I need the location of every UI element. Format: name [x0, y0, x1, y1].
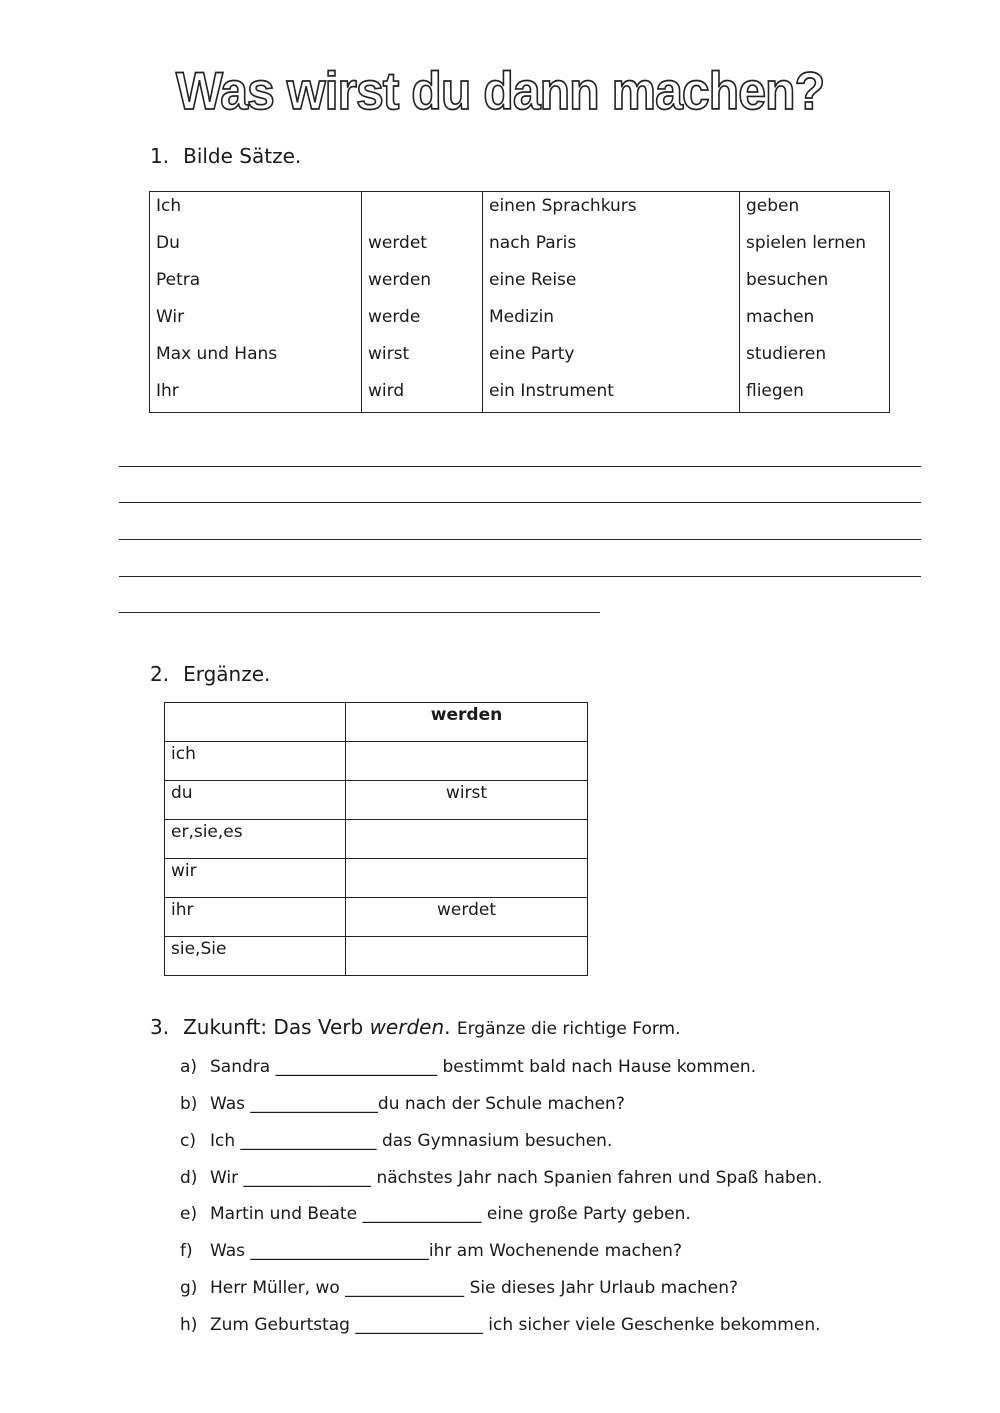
section-2-number: 2. [150, 662, 170, 686]
section-3-title-verb: werden [369, 1015, 445, 1039]
exercise-item[interactable] [180, 1315, 821, 1335]
table-cell: Ihr [156, 381, 179, 401]
sentence-building-table [149, 191, 890, 413]
item-text: Was _____________________ihr am Wochenende machen? [210, 1241, 682, 1261]
exercise-item[interactable] [180, 1168, 822, 1188]
table-cell [362, 194, 482, 231]
table-cell: besuchen [746, 270, 829, 290]
answer-cell[interactable] [346, 859, 588, 898]
pronoun-cell: ihr [165, 898, 346, 937]
exercise-item[interactable] [180, 1131, 612, 1151]
item-text: Herr Müller, wo ______________ Sie dieses Jahr Urlaub machen? [210, 1278, 739, 1298]
table-cell: werde [368, 307, 421, 327]
table-cell: studieren [746, 344, 827, 364]
conjugation-table [164, 702, 588, 976]
table-header-cell: werden [346, 703, 588, 742]
section-3-title-dot: . [444, 1015, 451, 1039]
table-row [165, 898, 588, 937]
item-letter: a) [180, 1057, 198, 1077]
table-cell: Ich [156, 196, 182, 216]
table-row [165, 820, 588, 859]
item-letter: c) [180, 1131, 196, 1151]
item-letter: g) [180, 1278, 198, 1298]
table-row [165, 742, 588, 781]
exercise-item[interactable] [180, 1094, 625, 1114]
table-cell: ein Instrument [489, 381, 614, 401]
section-3-instruction: Ergänze die richtige Form. [456, 1019, 681, 1039]
pronoun-cell: er,sie,es [165, 820, 346, 859]
pronoun-cell: ich [165, 742, 346, 781]
table-cell: werdet [368, 233, 427, 253]
answer-cell[interactable] [346, 820, 588, 859]
table-cell: Medizin [489, 307, 555, 327]
exercise-item[interactable] [180, 1278, 738, 1298]
table-cell: werden [368, 270, 432, 290]
section-2-heading [150, 662, 270, 686]
answer-cell[interactable]: werdet [346, 898, 588, 937]
section-2-title: Ergänze. [183, 662, 271, 686]
pronoun-cell: sie,Sie [165, 937, 346, 976]
object-column [483, 192, 740, 412]
item-letter: d) [180, 1168, 198, 1188]
subject-column [150, 192, 362, 412]
exercise-item[interactable] [180, 1057, 756, 1077]
answer-line[interactable] [119, 466, 921, 467]
item-letter: f) [180, 1241, 193, 1261]
item-letter: e) [180, 1204, 198, 1224]
answer-line[interactable] [119, 612, 600, 613]
item-text: Sandra ___________________ bestimmt bald nach Hause kommen. [210, 1057, 757, 1077]
table-row [165, 859, 588, 898]
section-1-heading [150, 144, 301, 168]
table-cell: eine Reise [489, 270, 577, 290]
item-text: Wir _______________ nächstes Jahr nach Spanien fahren und Spaß haben. [210, 1168, 823, 1188]
table-header-cell [165, 703, 346, 742]
infinitive-column [740, 192, 889, 412]
table-cell: geben [746, 196, 800, 216]
item-letter: h) [180, 1315, 198, 1335]
section-3-title-main: Zukunft: Das Verb [183, 1015, 364, 1039]
table-cell: einen Sprachkurs [489, 196, 637, 216]
table-cell: Max und Hans [156, 344, 278, 364]
table-row [165, 937, 588, 976]
exercise-item[interactable] [180, 1204, 691, 1224]
answer-cell[interactable]: wirst [346, 781, 588, 820]
item-text: Zum Geburtstag _______________ ich sicher viele Geschenke bekommen. [210, 1315, 821, 1335]
pronoun-cell: wir [165, 859, 346, 898]
table-cell: wirst [368, 344, 410, 364]
table-cell: Du [156, 233, 180, 253]
table-cell: fliegen [746, 381, 804, 401]
answer-line[interactable] [119, 576, 921, 577]
answer-line[interactable] [119, 539, 921, 540]
item-text: Was _______________du nach der Schule machen? [210, 1094, 625, 1114]
section-3-heading [150, 1015, 681, 1039]
section-3-number: 3. [150, 1015, 170, 1039]
worksheet-title: Was wirst du dann machen? [175, 61, 825, 121]
table-header-row [165, 703, 588, 742]
answer-cell[interactable] [346, 937, 588, 976]
section-3-title [183, 1015, 680, 1039]
item-letter: b) [180, 1094, 198, 1114]
section-1-title: Bilde Sätze. [183, 144, 302, 168]
table-cell: Wir [156, 307, 185, 327]
table-cell: nach Paris [489, 233, 577, 253]
table-cell: wird [368, 381, 405, 401]
table-row [165, 781, 588, 820]
exercise-item[interactable] [180, 1241, 682, 1261]
table-cell: spielen lernen [746, 233, 867, 253]
item-text: Ich ________________ das Gymnasium besuchen. [210, 1131, 613, 1151]
table-cell: machen [746, 307, 815, 327]
table-cell: Petra [156, 270, 201, 290]
verb-column [362, 192, 483, 412]
answer-line[interactable] [119, 502, 921, 503]
table-cell: eine Party [489, 344, 575, 364]
item-text: Martin und Beate ______________ eine große Party geben. [210, 1204, 691, 1224]
answer-cell[interactable] [346, 742, 588, 781]
pronoun-cell: du [165, 781, 346, 820]
section-1-number: 1. [150, 144, 170, 168]
